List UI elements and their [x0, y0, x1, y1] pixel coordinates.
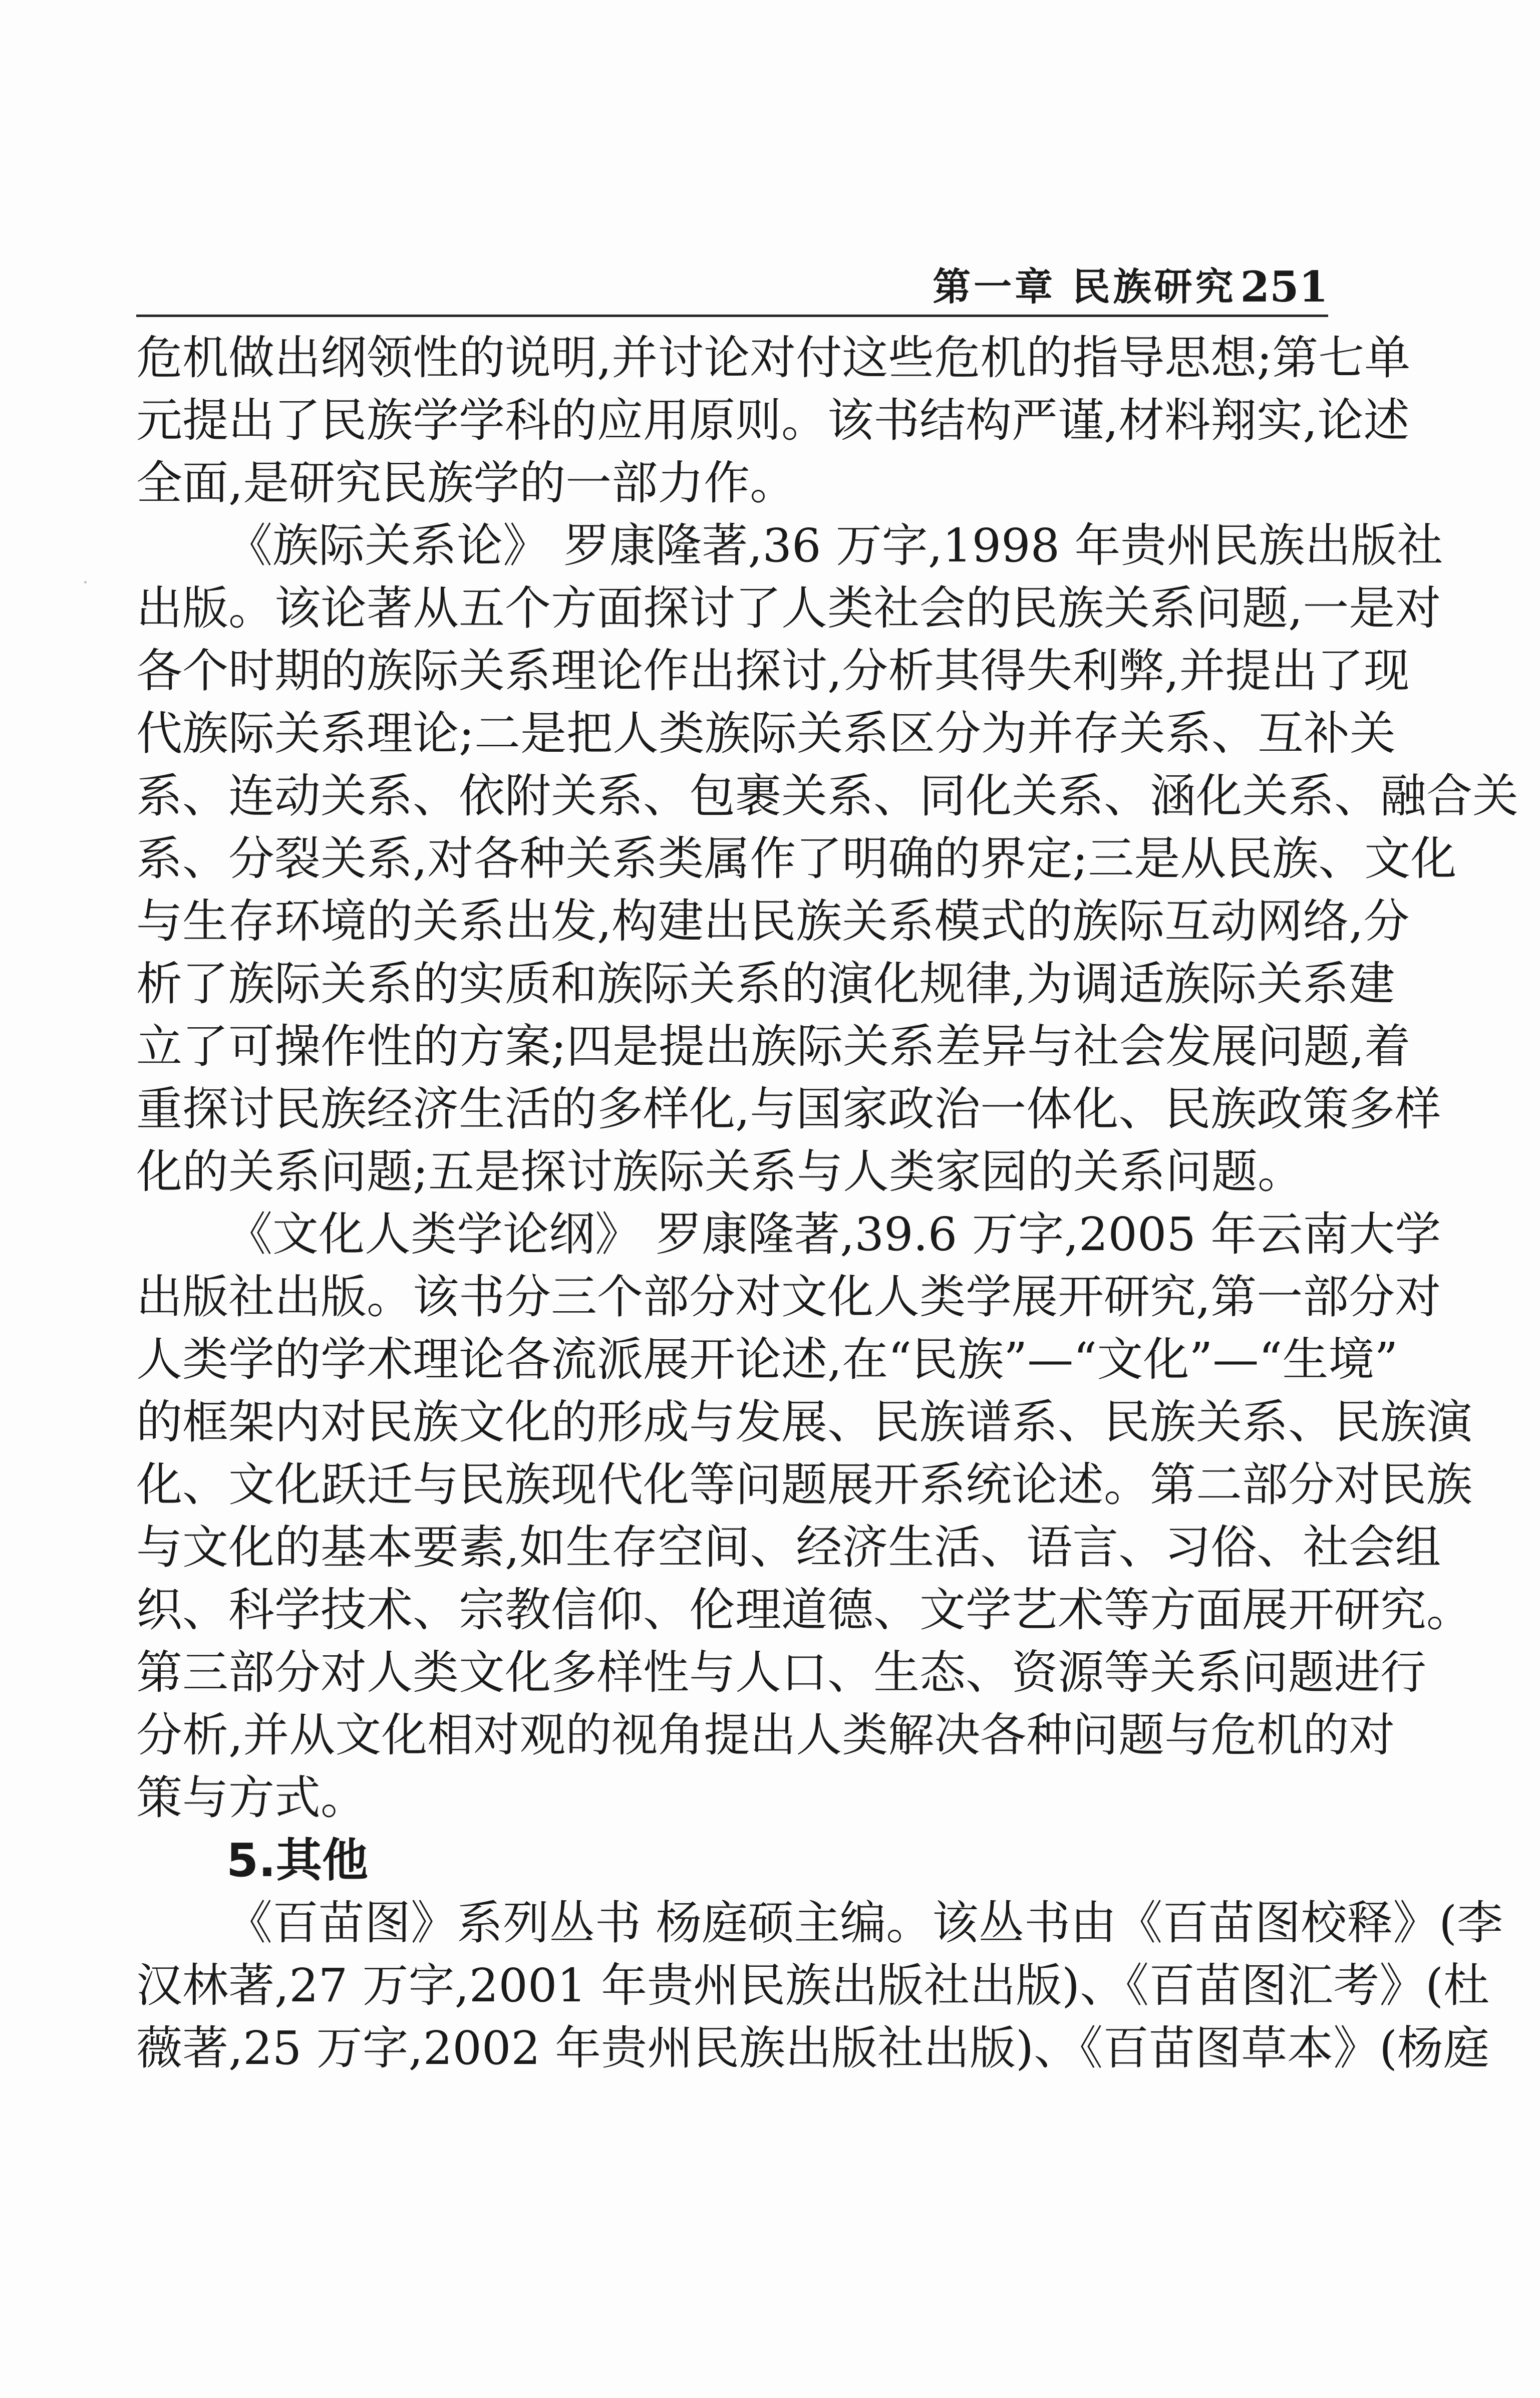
chapter-title: 第一章 民族研究 [933, 264, 1237, 309]
text-line: 析了族际关系的实质和族际关系的演化规律,为调适族际关系建 [136, 957, 1395, 1011]
text-line: 重探讨民族经济生活的多样化,与国家政治一体化、民族政策多样 [136, 1082, 1441, 1136]
text-line: 出版社出版。该书分三个部分对文化人类学展开研究,第一部分对 [136, 1270, 1441, 1324]
text-line: 策与方式。 [136, 1771, 367, 1825]
text-line: 系、分裂关系,对各种关系类属作了明确的界定;三是从民族、文化 [136, 832, 1457, 885]
text-line: 化的关系问题;五是探讨族际关系与人类家园的关系问题。 [136, 1145, 1304, 1198]
section-heading: 5.其他 [226, 1834, 368, 1887]
paragraph-first-line: 《文化人类学论纲》 罗康隆著,39.6 万字,2005 年云南大学 [226, 1208, 1441, 1261]
text-line: 薇著,25 万字,2002 年贵州民族出版社出版)、《百苗图草本》(杨庭 [136, 2021, 1489, 2075]
text-line: 系、连动关系、依附关系、包裹关系、同化关系、涵化关系、融合关 [136, 769, 1519, 823]
text-line: 与文化的基本要素,如生存空间、经济生活、语言、习俗、社会组 [136, 1521, 1441, 1574]
text-line: 代族际关系理论;二是把人类族际关系区分为并存关系、互补关 [136, 707, 1396, 760]
text-line: 第三部分对人类文化多样性与人口、生态、资源等关系问题进行 [136, 1646, 1427, 1699]
text-line: 立了可操作性的方案;四是提出族际关系差异与社会发展问题,着 [136, 1020, 1411, 1073]
text-line: 元提出了民族学学科的应用原则。该书结构严谨,材料翔实,论述 [136, 394, 1410, 447]
paragraph-first-line: 《族际关系论》 罗康隆著,36 万字,1998 年贵州民族出版社 [226, 519, 1443, 572]
text-line: 人类学的学术理论各流派展开论述,在“民族”—“文化”—“生境” [136, 1333, 1398, 1386]
text-line: 全面,是研究民族学的一部力作。 [136, 456, 796, 510]
text-line: 分析,并从文化相对观的视角提出人类解决各种问题与危机的对 [136, 1708, 1395, 1762]
text-line: 织、科学技术、宗教信仰、伦理道德、文学艺术等方面展开研究。 [136, 1583, 1473, 1637]
text-line: 危机做出纲领性的说明,并讨论对付这些危机的指导思想;第七单 [136, 331, 1411, 385]
margin-speck [84, 581, 87, 583]
text-line: 化、文化跃迁与民族现代化等问题展开系统论述。第二部分对民族 [136, 1458, 1473, 1512]
text-line: 的框架内对民族文化的形成与发展、民族谱系、民族关系、民族演 [136, 1395, 1473, 1449]
text-line: 各个时期的族际关系理论作出探讨,分析其得失利弊,并提出了现 [136, 644, 1410, 698]
paragraph-first-line: 《百苗图》系列丛书 杨庭硕主编。该丛书由《百苗图校释》(李 [226, 1896, 1503, 1950]
running-head [136, 259, 1328, 317]
body-text [136, 327, 1519, 2079]
text-line: 与生存环境的关系出发,构建出民族关系模式的族际互动网络,分 [136, 894, 1410, 948]
page-number: 251 [1240, 262, 1328, 312]
text-line: 汉林著,27 万字,2001 年贵州民族出版社出版)、《百苗图汇考》(杜 [136, 1959, 1489, 2012]
text-line: 出版。该论著从五个方面探讨了人类社会的民族关系问题,一是对 [136, 581, 1441, 635]
